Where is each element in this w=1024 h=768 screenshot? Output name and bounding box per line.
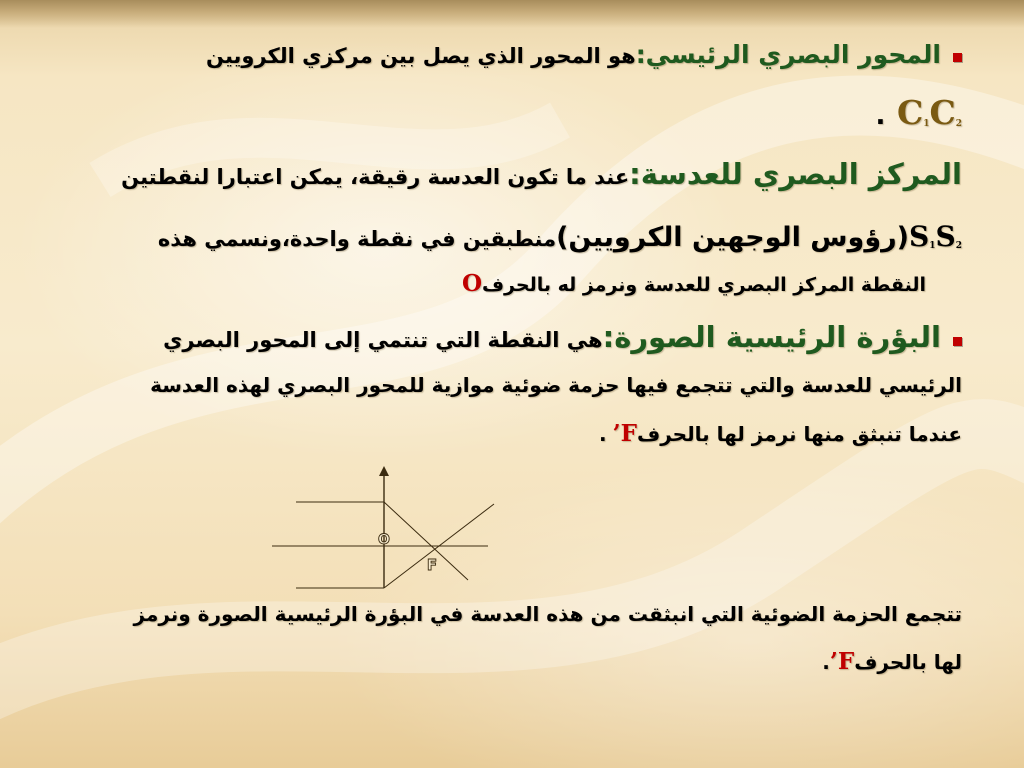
vertex-s1s2-symbol: $S_1S_2$ — [909, 220, 962, 253]
optical-center-symbol: O — [461, 270, 482, 297]
image-focus-line-3 — [599, 420, 962, 447]
center-c1-symbol: $C_1$ — [896, 93, 930, 132]
conclusion-text-2: لها بالحرف — [854, 650, 962, 674]
vertices-continuation: منطبقين في نقطة واحدة،ونسمي هذه — [157, 227, 557, 251]
optical-center-naming-line — [462, 270, 926, 297]
optical-center-definition: عند ما تكون العدسة رقيقة، يمكن اعتبارا لنقطتين — [121, 165, 630, 189]
center-label: O — [378, 532, 390, 548]
conclusion-end-dot: . — [822, 650, 830, 674]
optical-axis-definition: هو المحور الذي يصل بين مركزي الكرويين — [206, 44, 636, 68]
conclusion-line-1 — [134, 602, 962, 626]
image-focus-end-dot: . — [599, 422, 607, 446]
optical-center-naming-text: النقطة المركز البصري للعدسة ونرمز له بالحرف — [481, 274, 926, 296]
image-focus-definition-2: الرئيسي للعدسة والتي تتجمع فيها حزمة ضوئية موازية للمحور البصري لهذه العدسة — [150, 373, 962, 397]
optical-center-term: المركز البصري للعدسة: — [629, 157, 962, 191]
image-focus-definition-3: عندما تنبثق منها نرمز لها بالحرف — [637, 422, 962, 446]
focus-label: F — [426, 556, 438, 574]
optical-center-line — [121, 157, 962, 191]
conclusion-line-2 — [822, 648, 962, 675]
conclusion-text-1: تتجمع الحزمة الضوئية التي انبثقت من هذه العدسة في البؤرة الرئيسية الصورة ونرمز — [133, 602, 962, 626]
image-focus-definition-1: هي النقطة التي تنتمي إلى المحور البصري — [163, 328, 603, 352]
optical-axis-line — [206, 40, 962, 69]
centers-end-dot: . — [875, 101, 886, 131]
optical-axis-term: المحور البصري الرئيسي: — [635, 40, 941, 69]
vertices-term: (رؤوس الوجهين الكرويين) — [556, 222, 909, 253]
lens-axis-arrow — [379, 466, 389, 476]
centers-line — [876, 93, 962, 132]
vertices-line — [158, 220, 962, 253]
center-c2-symbol: $C_2$ — [929, 93, 962, 132]
image-focus-symbol: F’ — [612, 420, 637, 447]
conclusion-symbol: F’ — [829, 648, 855, 675]
image-focus-line-2 — [150, 373, 962, 397]
bullet-marker — [953, 337, 962, 346]
bullet-marker — [953, 53, 962, 62]
lens-focus-diagram — [262, 462, 502, 592]
image-focus-term: البؤرة الرئيسية الصورة: — [602, 320, 941, 354]
image-focus-line — [163, 320, 962, 354]
